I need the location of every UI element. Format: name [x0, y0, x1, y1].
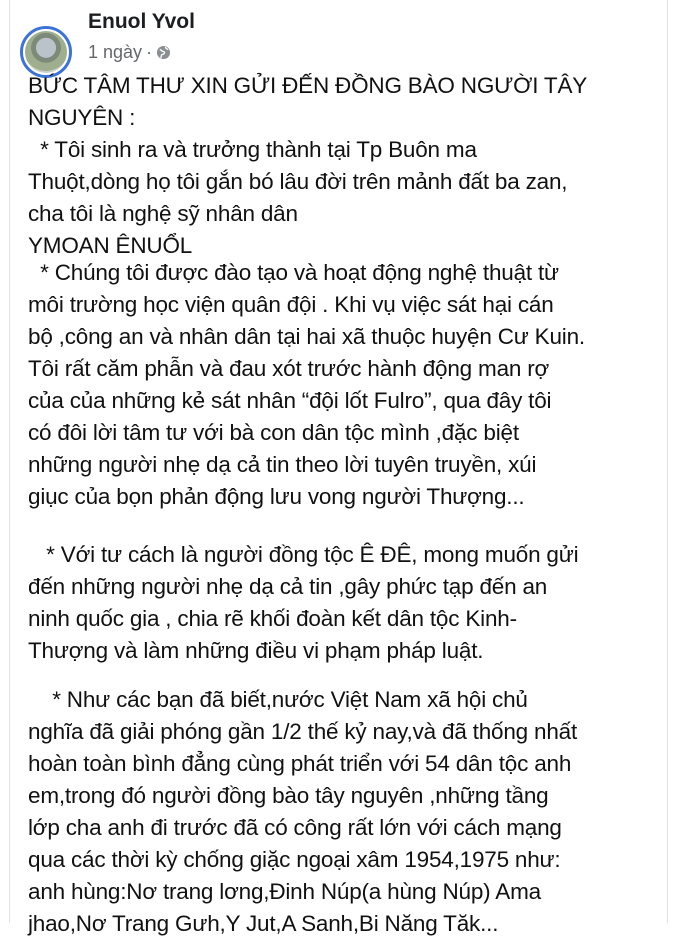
- post-text-line: lớp cha anh đi trước đã có công rất lớn với cách mạng: [28, 815, 562, 840]
- post-meta: [88, 42, 171, 63]
- post-paragraph: [28, 70, 587, 262]
- post-text-line: em,trong đó người đồng bào tây nguyên ,những tầng: [28, 783, 549, 808]
- post-text-line: nghĩa đã giải phóng gần 1/2 thế kỷ nay,và đã thống nhất: [28, 719, 578, 744]
- post-border-right: [667, 0, 668, 923]
- post-text-line: ninh quốc gia , chia rẽ khối đoàn kết dân tộc Kinh-: [28, 606, 517, 631]
- post-text-line: Thuột,dòng họ tôi gắn bó lâu đời trên mảnh đất ba zan,: [28, 169, 568, 194]
- post-paragraph: [28, 539, 578, 667]
- post-text-line: Thượng và làm những điều vi phạm pháp luật.: [28, 638, 484, 663]
- globe-icon: [156, 45, 171, 60]
- post-text-line: hoàn toàn bình đẳng cùng phát triển với 54 dân tộc anh: [28, 751, 572, 776]
- post-text-line: giục của bọn phản động lưu vong người Thượng...: [28, 484, 525, 509]
- post-paragraph: [28, 684, 577, 940]
- author-name[interactable]: Enuol Yvol: [88, 10, 195, 33]
- post-text-line: YMOAN ÊNUỔL: [28, 233, 193, 258]
- post-text-line: BỨC TÂM THƯ XIN GỬI ĐẾN ĐỒNG BÀO NGƯỜI TÂY: [28, 73, 588, 98]
- post-text-line: jhao,Nơ Trang Gưh,Y Jut,A Sanh,Bi Năng Tăk...: [28, 911, 499, 936]
- post-text-line: * Tôi sinh ra và trưởng thành tại Tp Buôn ma: [28, 137, 477, 162]
- post-text-line: đến những người nhẹ dạ cả tin ,gây phức tạp đến an: [28, 574, 548, 599]
- post-border-left: [9, 0, 10, 923]
- post-text-line: cha tôi là nghệ sỹ nhân dân: [28, 201, 298, 226]
- post-text-line: bộ ,công an và nhân dân tại hai xã thuộc huyện Cư Kuin.: [28, 324, 585, 349]
- post-text-line: của của những kẻ sát nhân “đội lốt Fulro”, qua đây tôi: [28, 388, 552, 413]
- post-text-line: * Chúng tôi được đào tạo và hoạt động nghệ thuật từ: [28, 260, 559, 285]
- post-text-line: NGUYÊN :: [28, 105, 136, 130]
- post-text-line: qua các thời kỳ chống giặc ngoại xâm 1954,1975 như:: [28, 847, 561, 872]
- post-time[interactable]: 1 ngày: [88, 42, 143, 62]
- avatar-image: [25, 31, 67, 73]
- post-text-line: Tôi rất căm phẫn và đau xót trước hành động man rợ: [28, 356, 550, 381]
- post-text-line: * Như các bạn đã biết,nước Việt Nam xã hội chủ: [28, 687, 528, 712]
- post-text-line: * Với tư cách là người đồng tộc Ê ĐÊ, mong muốn gửi: [28, 542, 579, 567]
- post-text-line: anh hùng:Nơ trang lơng,Đinh Núp(a hùng Núp) Ama: [28, 879, 541, 904]
- post-paragraph: [28, 257, 585, 513]
- post-text-line: những người nhẹ dạ cả tin theo lời tuyên truyền, xúi: [28, 452, 537, 477]
- meta-separator: ·: [146, 42, 153, 62]
- post-text-line: môi trường học viện quân đội . Khi vụ việc sát hại cán: [28, 292, 554, 317]
- post-text-line: có đôi lời tâm tư với bà con dân tộc mình ,đặc biệt: [28, 420, 519, 445]
